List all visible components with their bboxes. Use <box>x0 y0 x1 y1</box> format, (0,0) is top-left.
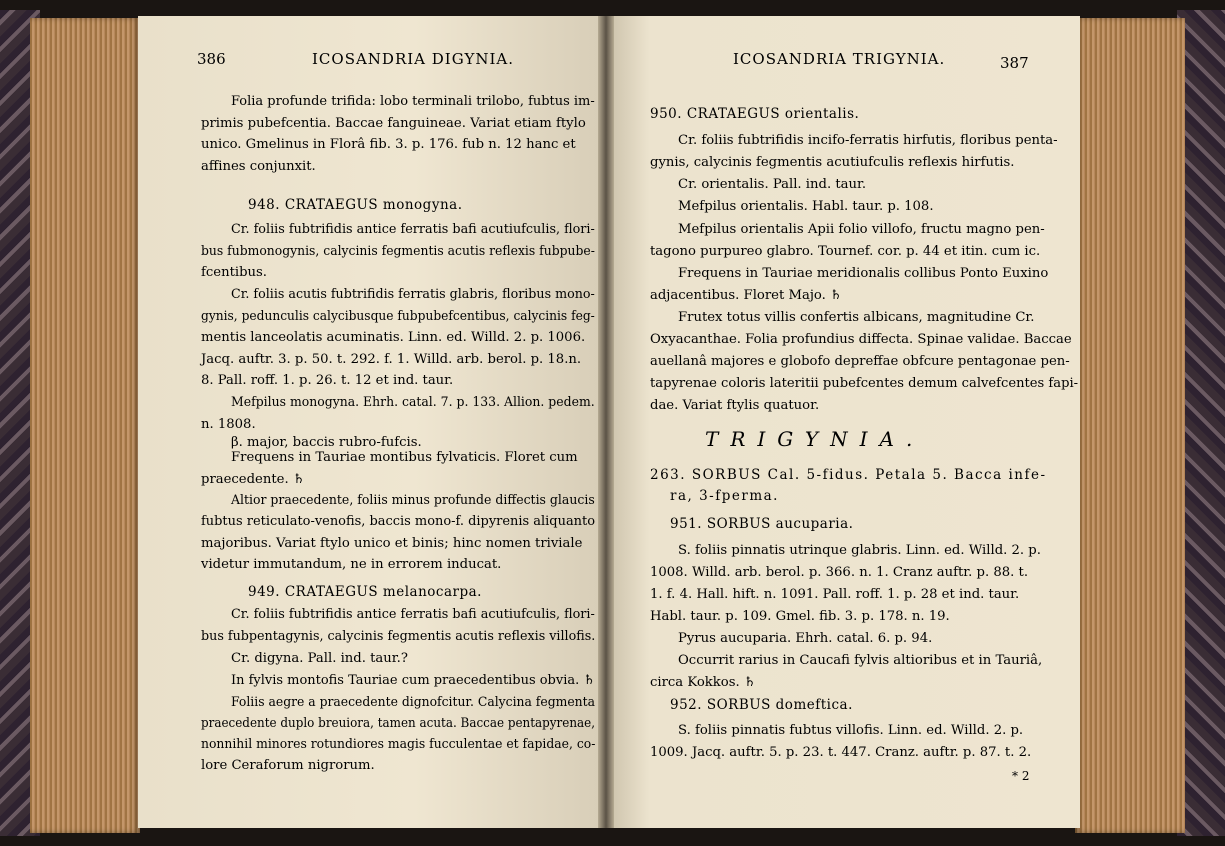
text-line: Cr. orientalis. Pall. ind. taur. <box>678 177 867 192</box>
left-page-number: 386 <box>197 50 226 68</box>
text-line: n. 1808. <box>201 417 256 432</box>
text-line: Cr. foliis fubtrifidis antice ferratis bafi acutiufculis, flori- <box>231 222 595 237</box>
text-line: Foliis aegre a praecedente dignofcitur. Calycina fegmenta <box>231 695 595 710</box>
text-line: Frequens in Tauriae meridionalis collibus Ponto Euxino <box>678 266 1049 281</box>
text-line: Cr. digyna. Pall. ind. taur.? <box>231 651 408 666</box>
left-running-header: ICOSANDRIA DIGYNIA. <box>312 50 515 68</box>
text-line: Altior praecedente, foliis minus profunde diffectis glaucis <box>231 493 595 508</box>
species-heading: 949. CRATAEGUS melanocarpa. <box>248 584 482 600</box>
text-line: auellanâ majores e globofo depreffae obfcure pentagonae pen- <box>650 354 1070 369</box>
text-line: praecedente duplo breuiora, tamen acuta. Baccae pentapyrenae, <box>201 716 595 731</box>
species-heading: 948. CRATAEGUS monogyna. <box>248 197 463 213</box>
species-heading: 952. SORBUS domeftica. <box>670 697 853 713</box>
text-line: fcentibus. <box>201 265 267 280</box>
text-line: Cr. foliis acutis fubtrifidis ferratis glabris, floribus mono- <box>231 287 595 302</box>
text-line: Mefpilus monogyna. Ehrh. catal. 7. p. 133. Allion. pedem. <box>231 395 595 410</box>
text-line: gynis, pedunculis calycibusque fubpubefcentibus, calycinis feg- <box>201 309 595 324</box>
text-line: praecedente. ♄ <box>201 472 305 487</box>
text-line: lore Ceraforum nigrorum. <box>201 758 375 773</box>
text-line: gynis, calycinis fegmentis acutiufculis reflexis hirfutis. <box>650 155 1015 170</box>
text-line: Pyrus aucuparia. Ehrh. catal. 6. p. 94. <box>678 631 933 646</box>
section-title: TRIGYNIA. <box>705 427 925 451</box>
text-line: Mefpilus orientalis. Habl. taur. p. 108. <box>678 199 934 214</box>
text-line: 8. Pall. roff. 1. p. 26. t. 12 et ind. taur. <box>201 373 454 388</box>
text-line: Frutex totus villis confertis albicans, magnitudine Cr. <box>678 310 1035 325</box>
text-line: majoribus. Variat ftylo unico et binis; hinc nomen triviale <box>201 536 583 551</box>
text-line: Frequens in Tauriae montibus fylvaticis. Floret cum <box>231 450 578 465</box>
text-line: S. foliis pinnatis utrinque glabris. Linn. ed. Willd. 2. p. <box>678 543 1041 558</box>
right-running-header: ICOSANDRIA TRIGYNIA. <box>733 50 946 68</box>
text-line: primis pubefcentia. Baccae fanguineae. Variat etiam ftylo <box>201 116 586 131</box>
text-line: videtur immutandum, ne in errorem inducat. <box>201 557 502 572</box>
species-heading: 950. CRATAEGUS orientalis. <box>650 106 860 122</box>
text-line: bus fubmonogynis, calycinis fegmentis acutis reflexis fubpube- <box>201 244 595 259</box>
text-line: mentis lanceolatis acuminatis. Linn. ed. Willd. 2. p. 1006. <box>201 330 586 345</box>
text-line: bus fubpentagynis, calycinis fegmentis acutis reflexis villofis. <box>201 629 596 644</box>
species-heading: 951. SORBUS aucuparia. <box>670 516 854 532</box>
page-edges-left <box>30 18 140 833</box>
text-line: In fylvis montofis Tauriae cum praecedentibus obvia. ♄ <box>231 673 595 688</box>
text-line: Occurrit rarius in Caucafi fylvis altioribus et in Tauriâ, <box>678 653 1043 668</box>
signature-mark: * 2 <box>1012 769 1030 783</box>
text-line: adjacentibus. Floret Majo. ♄ <box>650 288 842 303</box>
text-line: Oxyacanthae. Folia profundius diffecta. Spinae validae. Baccae <box>650 332 1072 347</box>
text-line: Jacq. auftr. 3. p. 50. t. 292. f. 1. Willd. arb. berol. p. 18.n. <box>201 352 582 367</box>
text-line: tagono purpureo glabro. Tournef. cor. p. 44 et itin. cum ic. <box>650 244 1041 259</box>
text-line: Habl. taur. p. 109. Gmel. fib. 3. p. 178. n. 19. <box>650 609 950 624</box>
genus-line-2: ra, 3-fperma. <box>670 488 779 504</box>
text-line: circa Kokkos. ♄ <box>650 675 756 690</box>
text-line: 1008. Willd. arb. berol. p. 366. n. 1. Cranz auftr. p. 88. t. <box>650 565 1029 580</box>
text-line: affines conjunxit. <box>201 159 316 174</box>
text-line: 1009. Jacq. auftr. 5. p. 23. t. 447. Cranz. auftr. p. 87. t. 2. <box>650 745 1032 760</box>
text-line: S. foliis pinnatis fubtus villofis. Linn. ed. Willd. 2. p. <box>678 723 1024 738</box>
text-line: dae. Variat ftylis quatuor. <box>650 398 820 413</box>
text-line: β. major, baccis rubro-fufcis. <box>231 435 422 450</box>
text-line: Cr. foliis fubtrifidis antice ferratis bafi acutiufculis, flori- <box>231 607 595 622</box>
page-edges-right <box>1075 18 1185 833</box>
genus-line-1: 263. SORBUS Cal. 5-fidus. Petala 5. Bacca infe- <box>650 467 1047 483</box>
text-line: Folia profunde trifida: lobo terminali trilobo, fubtus im- <box>231 94 595 109</box>
text-line: unico. Gmelinus in Florâ fib. 3. p. 176. fub n. 12 hanc et <box>201 137 576 152</box>
text-line: Cr. foliis fubtrifidis incifo-ferratis hirfutis, floribus penta- <box>678 133 1058 148</box>
text-line: Mefpilus orientalis Apii folio villofo, fructu magno pen- <box>678 222 1045 237</box>
text-line: 1. f. 4. Hall. hift. n. 1091. Pall. roff. 1. p. 28 et ind. taur. <box>650 587 1020 602</box>
text-line: nonnihil minores rotundiores magis fucculentae et fapidae, co- <box>201 737 596 752</box>
book-gutter <box>598 16 614 828</box>
text-line: tapyrenae coloris lateritii pubefcentes demum calvefcentes fapi- <box>650 376 1079 391</box>
text-line: fubtus reticulato-venofis, baccis mono-f. dipyrenis aliquanto <box>201 514 596 529</box>
right-page-number: 387 <box>1000 54 1029 72</box>
